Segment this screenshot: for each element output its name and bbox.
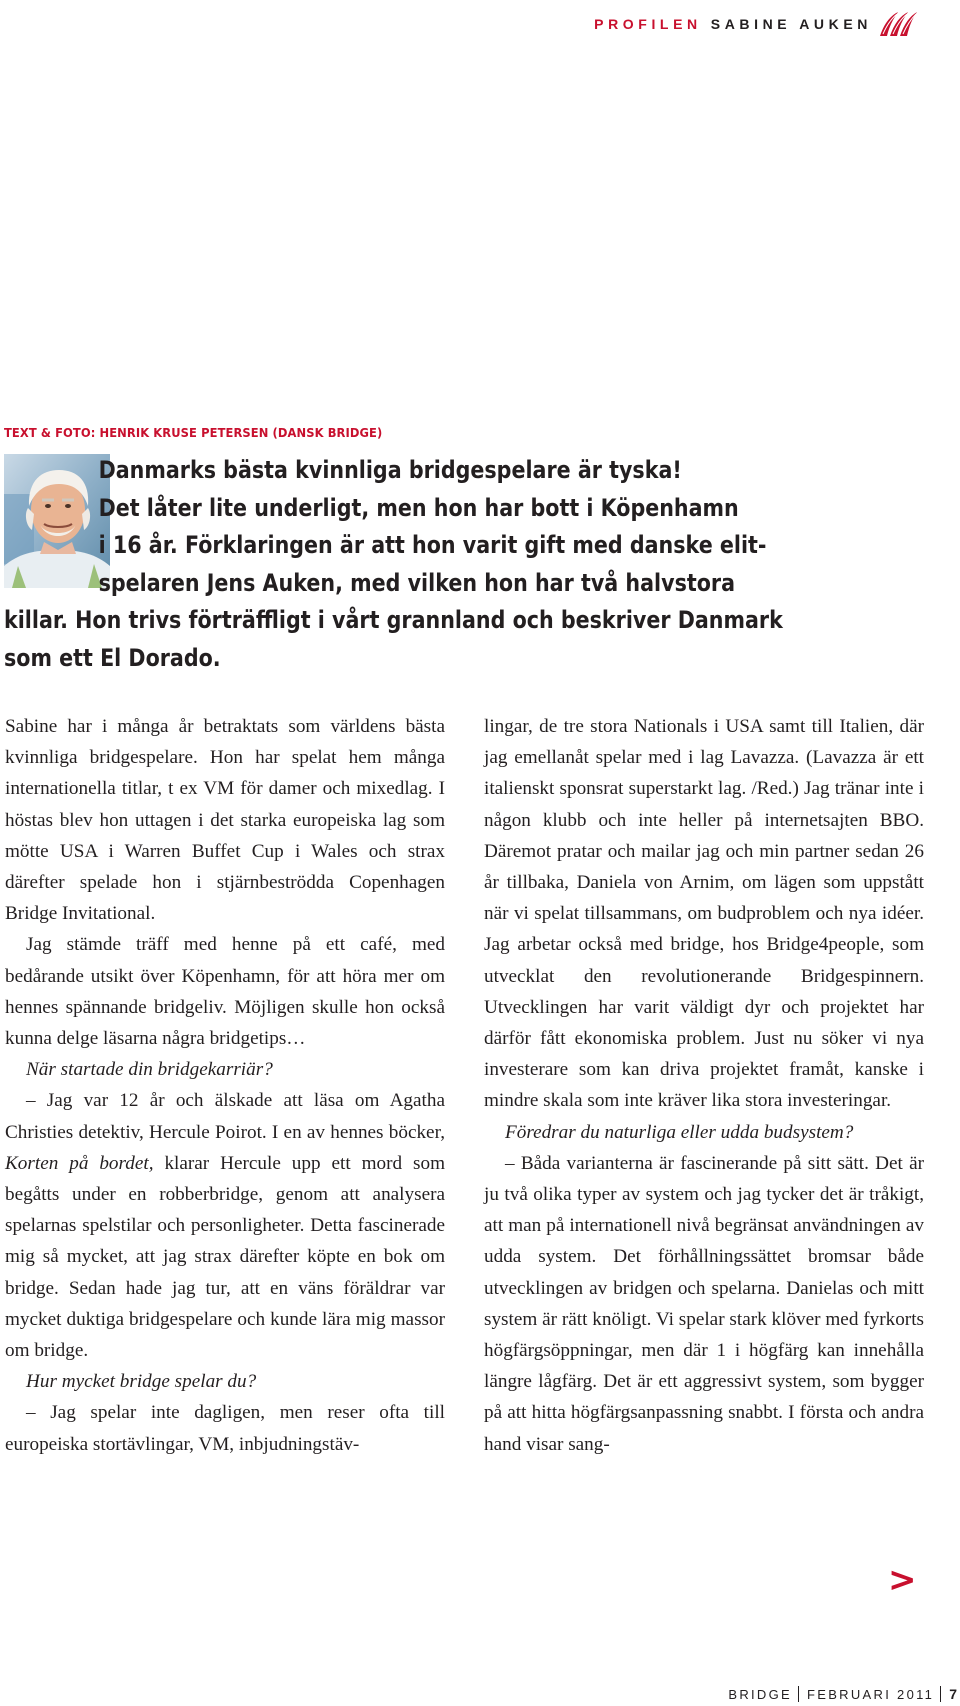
interview-question: Föredrar du naturliga eller udda budsystem? xyxy=(505,1121,854,1143)
interview-question: När startade din bridgekarriär? xyxy=(26,1059,273,1081)
red-swoosh-logo-icon xyxy=(878,10,918,38)
lead-line: Det låter lite underligt, men hon har bott i Köpenhamn xyxy=(98,493,739,522)
body-paragraph: Sabine har i många år betraktats som världens bästa kvinnliga bridgespelare. Hon har spelat hem många internationella titlar, t ex VM för damer och mixedlag. I höstas blev hon uttagen i det starka europeiska lag som mötte USA i Warren Buffet Cup i Wales och strax därefter spelade hon i stjärnbeströdda Copenhagen Bridge Invitational. xyxy=(5,716,445,925)
body-paragraph: lingar, de tre stora Nationals i USA samt till Italien, där jag emellanåt spelar med i lag Lavazza. (Lavazza är ett italienskt sponsrat superstarkt lag. /Red.) Jag tränar inte i någon klubb och inte heller på internetsajten BBO. Däremot pratar och mailar jag och min partner sedan 26 år tillbaka, Daniela von Arnim, om lägen som uppstått när vi spelat tillsammans, om budproblem och nya idéer. Jag arbetar också med bridge, hos Bridge4people, som utvecklat den revolutionerande Bridgespinnern. Utvecklingen har varit väldigt dyr och projektet har därför fått ekonomiska problem. Just nu söker vi nya investerare som kan driva projektet framåt, kanske i mindre skala som inte kräver lika stora investeringar. xyxy=(484,716,924,1112)
footer-divider xyxy=(940,1686,941,1702)
running-header xyxy=(594,10,918,38)
book-title: Korten på bordet, xyxy=(5,1152,154,1174)
continue-arrow-icon: > xyxy=(888,1560,917,1600)
lead-paragraph xyxy=(4,452,904,677)
body-paragraph: Jag stämde träff med henne på ett café, med bedårande utsikt över Köpenhamn, för att höra mer om hennes spännande bridgeliv. Möjligen skulle hon också kunna delge läsarna några bridgetips… xyxy=(5,934,445,1050)
lead-line: killar. Hon trivs förträffligt i vårt grannland och beskriver Danmark xyxy=(4,606,783,634)
answer-text: klarar Hercule upp ett mord som begåtts under en robberbridge, genom att analysera spelarnas spelstilar och personligheter. Detta fascinerade mig så mycket, att jag strax därefter köpte en bok om bridge. Sedan hade jag tur, att en väns föräldrar var mycket duktiga bridgespelare och kunde lära mig massor om bridge. xyxy=(5,1152,446,1362)
profile-name: SABINE AUKEN xyxy=(710,16,872,32)
issue-date: FEBRUARI 2011 xyxy=(807,1686,935,1702)
interview-question: Hur mycket bridge spelar du? xyxy=(26,1371,257,1393)
page-footer xyxy=(728,1686,957,1702)
lead-line: spelaren Jens Auken, med vilken hon har två halvstora xyxy=(98,568,736,597)
magazine-name: BRIDGE xyxy=(728,1686,792,1702)
byline: TEXT & FOTO: HENRIK KRUSE PETERSEN (DANSK BRIDGE) xyxy=(4,425,383,440)
footer-divider xyxy=(798,1686,799,1702)
section-label: PROFILEN xyxy=(594,16,702,32)
body-paragraph: – Båda varianterna är fascinerande på sitt sätt. Det är ju två olika typer av system och jag tycker det är tråkigt, att man på internationell nivå begränsat användningen av udda system. Det förhållningssättet bromsar både utvecklingen av bridgen och spelarna. Danielas och mitt system är rätt knöligt. Vi spelar stark klöver med fyrkorts högfärgsöppningar, men där 1 i högfärg kan innehålla längre lågfärg. Det är ett aggressivt system, som bygger på att hitta högfärgsanpassning snabbt. I första och andra hand visar sang- xyxy=(484,1152,924,1455)
body-paragraph xyxy=(5,1085,445,1366)
lead-line: som ett El Dorado. xyxy=(4,643,221,672)
lead-line: i 16 år. Förklaringen är att hon varit gift med danske elit- xyxy=(98,531,767,559)
answer-text: – Jag var 12 år och älskade att läsa om Agatha Christies detektiv, Hercule Poirot. I en av hennes böcker, xyxy=(5,1090,445,1143)
body-paragraph: – Jag spelar inte dagligen, men reser ofta till europeiska stortävlingar, VM, inbjudningstäv- xyxy=(5,1402,445,1455)
body-column-left xyxy=(5,711,445,1460)
body-column-right xyxy=(484,711,924,1460)
lead-line: Danmarks bästa kvinnliga bridgespelare är tyska! xyxy=(98,456,682,484)
page-number: 7 xyxy=(949,1686,957,1702)
